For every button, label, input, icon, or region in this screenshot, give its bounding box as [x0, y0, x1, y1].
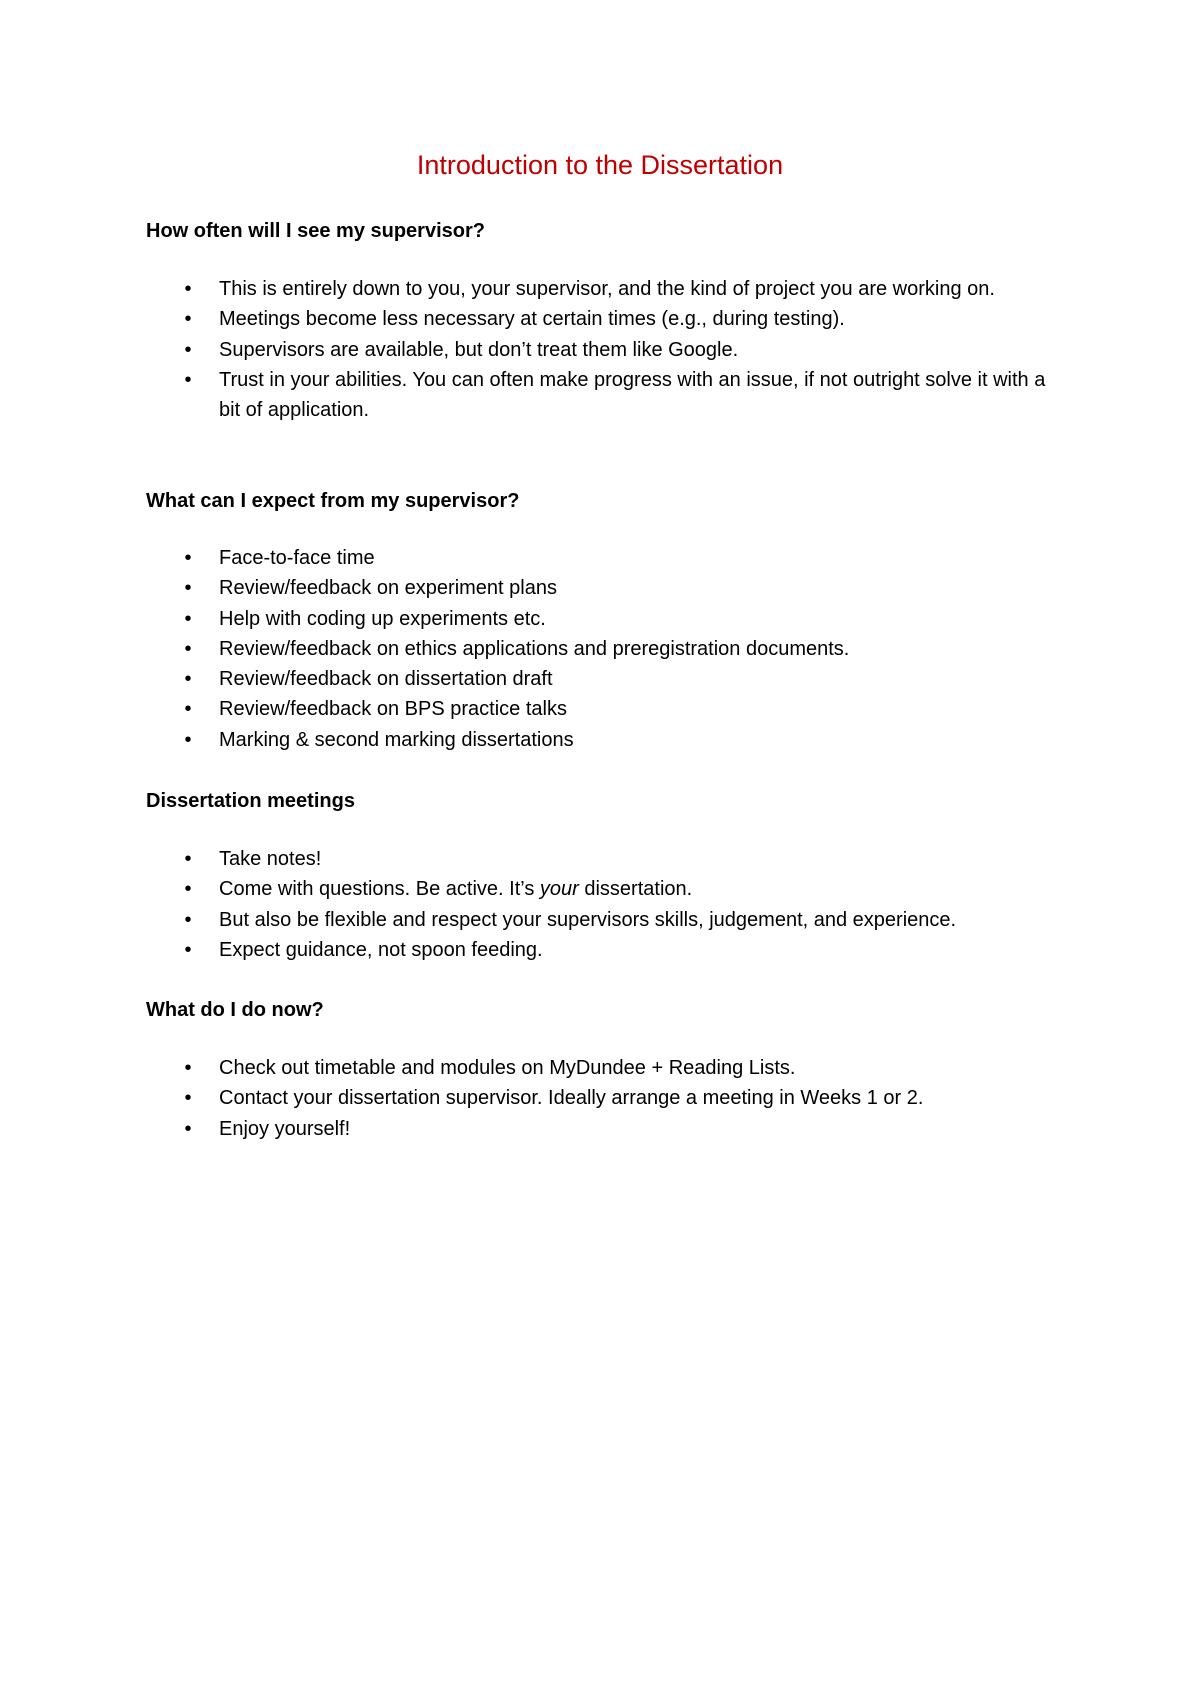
- list-item-text: Contact your dissertation supervisor. Ideally arrange a meeting in Weeks 1 or 2.: [219, 1087, 924, 1110]
- bullet-icon: •: [184, 908, 192, 931]
- list-item-text: Review/feedback on dissertation draft: [219, 668, 553, 691]
- list-item: [0, 664, 1200, 694]
- list-item: [0, 874, 1200, 904]
- list-item-text: Help with coding up experiments etc.: [219, 607, 546, 630]
- list-item: [0, 1053, 1200, 1083]
- section-heading-dissertation-meetings: Dissertation meetings: [146, 790, 355, 812]
- section-heading-next-steps: What do I do now?: [146, 999, 324, 1021]
- section-heading-supervisor-expectations: What can I expect from my supervisor?: [146, 490, 520, 512]
- bullet-icon: •: [184, 878, 192, 901]
- list-item-text: Face-to-face time: [219, 547, 375, 569]
- list-item-text-before: Come with questions. Be active. It’s: [219, 878, 540, 901]
- bullet-list-supervisor-expectations: [0, 543, 1200, 755]
- list-item: [0, 573, 1200, 603]
- list-item-text: Supervisors are available, but don’t treat them like Google.: [219, 338, 739, 361]
- bullet-icon: •: [184, 1117, 192, 1140]
- bullet-icon: •: [184, 728, 192, 751]
- list-item-text: But also be flexible and respect your supervisors skills, judgement, and experience.: [219, 908, 957, 931]
- list-item: [0, 725, 1200, 755]
- list-item-text: Expect guidance, not spoon feeding.: [219, 938, 543, 961]
- list-item: [0, 935, 1200, 965]
- list-item: [0, 905, 1200, 935]
- bullet-icon: •: [184, 308, 192, 331]
- list-item: [0, 335, 1200, 365]
- list-item: [0, 274, 1200, 304]
- bullet-list-next-steps: [0, 1053, 1200, 1144]
- bullet-icon: •: [184, 368, 192, 391]
- list-item: [0, 543, 1200, 573]
- bullet-icon: •: [184, 577, 192, 600]
- bullet-icon: •: [184, 698, 192, 721]
- list-item-text: Meetings become less necessary at certain times (e.g., during testing).: [219, 308, 845, 331]
- list-item: [0, 304, 1200, 334]
- bullet-icon: •: [184, 338, 192, 361]
- list-item-text: Review/feedback on experiment plans: [219, 577, 557, 600]
- bullet-icon: •: [184, 1087, 192, 1110]
- bullet-icon: •: [184, 938, 192, 961]
- bullet-icon: •: [184, 848, 192, 870]
- list-item: [0, 1114, 1200, 1144]
- list-item-text: Review/feedback on BPS practice talks: [219, 698, 567, 721]
- list-item-text: Enjoy yourself!: [219, 1117, 351, 1140]
- bullet-icon: •: [184, 547, 192, 569]
- bullet-icon: •: [184, 637, 192, 660]
- bullet-list-supervisor-frequency: [0, 274, 1200, 425]
- list-item: [0, 844, 1200, 874]
- list-item-text: Review/feedback on ethics applications and preregistration documents.: [219, 637, 850, 660]
- list-item-text: Check out timetable and modules on MyDundee + Reading Lists.: [219, 1057, 796, 1079]
- page-title: Introduction to the Dissertation: [416, 150, 784, 180]
- list-item: [0, 365, 1200, 426]
- list-item-text-after: dissertation.: [578, 878, 693, 901]
- emphasis-text: your: [539, 878, 579, 901]
- list-item-text: Marking & second marking dissertations: [219, 728, 574, 751]
- list-item-text: Take notes!: [219, 848, 322, 870]
- list-item: [0, 694, 1200, 724]
- list-item: [0, 634, 1200, 664]
- list-item: [0, 1083, 1200, 1113]
- bullet-list-dissertation-meetings: [0, 844, 1200, 965]
- bullet-icon: •: [184, 607, 192, 630]
- bullet-icon: •: [184, 1057, 192, 1079]
- list-item-text: [219, 878, 692, 900]
- list-item: [0, 604, 1200, 634]
- section-heading-supervisor-frequency: How often will I see my supervisor?: [146, 220, 485, 242]
- list-item-text: This is entirely down to you, your supervisor, and the kind of project you are working on.: [219, 278, 995, 300]
- list-item-text: Trust in your abilities. You can often make progress with an issue, if not outright solve it with a bit of application.: [219, 368, 1046, 422]
- bullet-icon: •: [184, 278, 192, 300]
- bullet-icon: •: [184, 668, 192, 691]
